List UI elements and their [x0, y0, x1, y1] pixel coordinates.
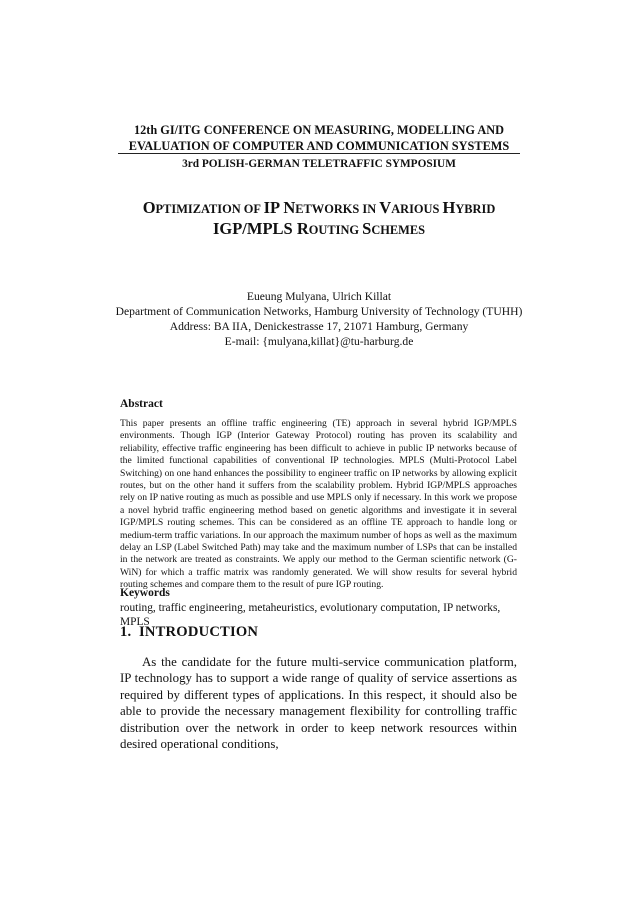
conference-name-line-1: 12th GI/ITG CONFERENCE ON MEASURING, MODELLING AND [134, 123, 504, 137]
author-names: Eueung Mulyana, Ulrich Killat [246, 290, 392, 303]
author-department: Department of Communication Networks, Hamburg University of Technology (TUHH) [115, 305, 523, 318]
keywords-heading: Keywords [120, 587, 170, 599]
title-part-smallcaps: YBRID [455, 202, 496, 216]
title-part-smallcaps: CHEMES [371, 223, 426, 237]
title-part-smallcaps: PTIMIZATION OF [155, 202, 264, 216]
abstract-text: This paper presents an offline traffic engineering (TE) approach in several hybrid IGP/MPLS environments. Though IGP (Interior Gateway Protocol) routing has proven its scalability and reliability, effective traffic engineering has been difficult to achieve in public IP networks because of the limited functional capabilities of conventional IP technologies. MPLS (Multi-Protocol Label Switching) on one hand enhances the possibility to engineer traffic on IP networks by allowing explicit routes, but on the other hand it suffers from the scalability problem. Hybrid IGP/MPLS approaches rely on IP native routing as much as possible and use MPLS only if necessary. In this work we propose a novel hybrid traffic engineering method based on genetic algorithms and investigate it in several IGP/MPLS routing schemes. This can be considered as an offline TE approach to handle long or medium-term traffic variations. In our approach the maximum number of hops as well as the maximum delay an LSP (Label Switched Path) may take and the maximum number of LSPs that can be installed in the network are treated as constraints. We apply our method to the German scientific network (G-WiN) for which a traffic matrix was randomly generated. We will show results for several hybrid routing schemes and compare them to the result of pure IGP routing. [120, 418, 517, 591]
section-heading-introduction [120, 624, 258, 641]
title-part: IP N [263, 198, 296, 217]
header-divider [118, 153, 520, 154]
keywords-text: routing, traffic engineering, metaheuristics, evolutionary computation, IP networks, MPLS [120, 602, 501, 628]
title-part: S [362, 219, 372, 238]
title-part-smallcaps: ETWORKS IN [295, 202, 380, 216]
section-number: 1. [120, 624, 132, 640]
paper-title-line-2 [100, 218, 538, 241]
symposium-name: 3rd POLISH-GERMAN TELETRAFFIC SYMPOSIUM [182, 158, 456, 170]
paper-title-line-1 [100, 197, 538, 220]
author-email: E-mail: {mulyana,killat}@tu-harburg.de [224, 335, 414, 348]
title-part: H [442, 198, 456, 217]
title-part-smallcaps: ARIOUS [391, 202, 443, 216]
title-part: V [379, 198, 392, 217]
abstract-heading: Abstract [120, 398, 163, 410]
title-part: O [142, 198, 156, 217]
section-title: INTRODUCTION [139, 624, 259, 640]
author-address: Address: BA IIA, Denickestrasse 17, 21071 Hamburg, Germany [169, 320, 469, 333]
conference-name-line-2: EVALUATION OF COMPUTER AND COMMUNICATION SYSTEMS [128, 139, 510, 153]
title-part-smallcaps: OUTING [308, 223, 363, 237]
introduction-paragraph: As the candidate for the future multi-service communication platform, IP technology has to support a wide range of quality of service assertions as required by different types of applications. In this respect, it should also be able to provide the necessary management flexibility for controlling traffic distribution over the network in order to keep network resources within desired operational conditions, [120, 655, 517, 752]
title-part: IGP/MPLS R [212, 219, 309, 238]
